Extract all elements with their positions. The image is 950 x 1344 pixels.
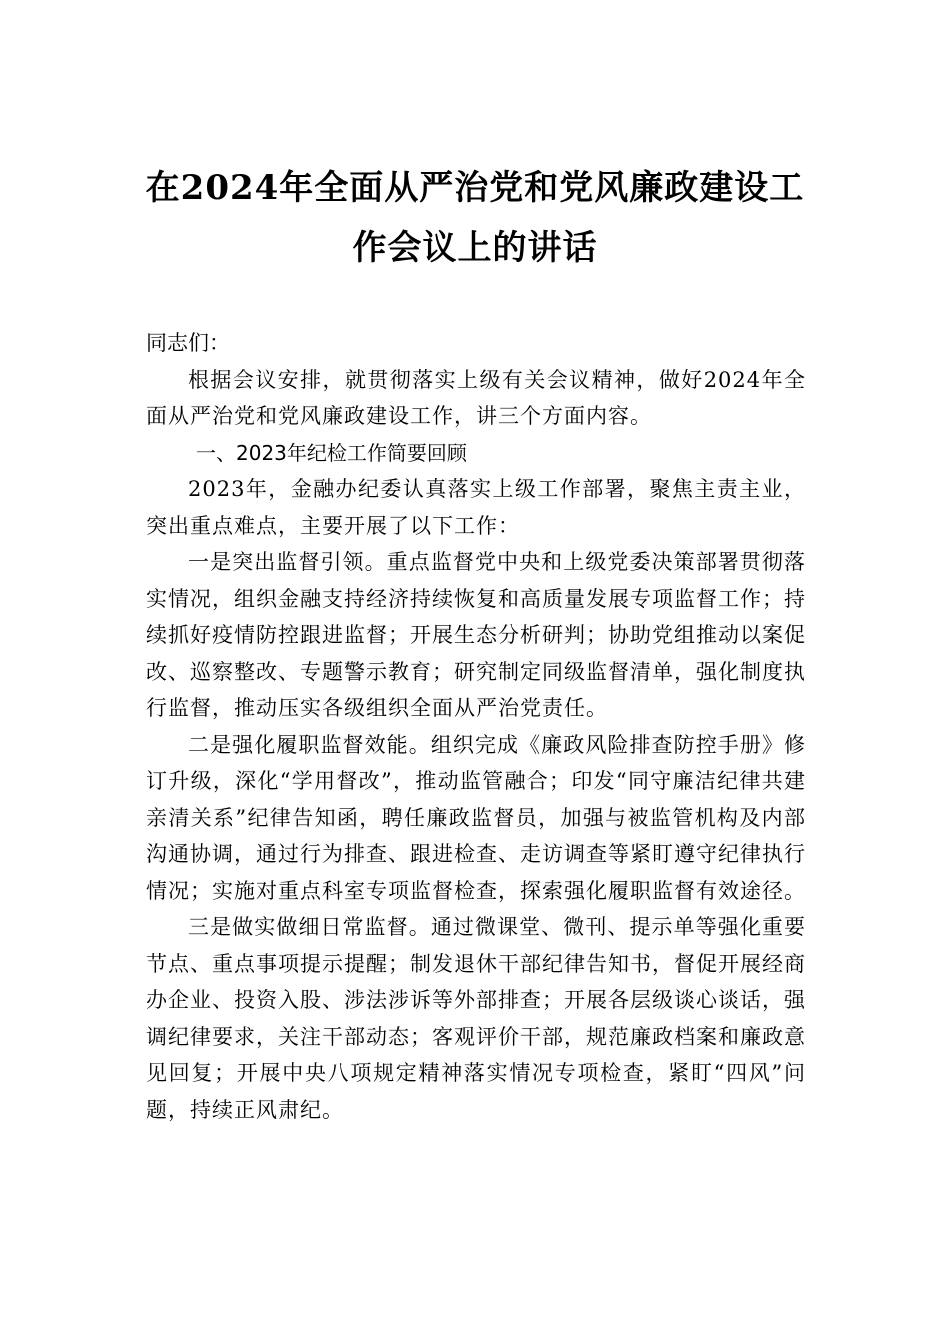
document-body: [146, 325, 806, 1128]
section-1-intro-paragraph: 2023年，金融办纪委认真落实上级工作部署，聚焦主责主业，突出重点难点，主要开展了以下工作：: [146, 477, 806, 538]
intro-paragraph: 根据会议安排，就贯彻落实上级有关会议精神，做好2024年全面从严治党和党风廉政建设工作，讲三个方面内容。: [146, 367, 806, 428]
point-3-paragraph: 三是做实做细日常监督。通过微课堂、微刊、提示单等强化重要节点、重点事项提示提醒；制发退休干部纪律告知书，督促开展经商办企业、投资入股、涉法涉诉等外部排查；开展各层级谈心谈话，强调纪律要求，关注干部动态；客观评价干部，规范廉政档案和廉政意见回复；开展中央八项规定精神落实情况专项检查，紧盯“四风”问题，持续正风肃纪。: [146, 915, 806, 1122]
title-line-2: 作会议上的讲话: [352, 228, 598, 268]
point-2-paragraph: 二是强化履职监督效能。组织完成《廉政风险排查防控手册》修订升级，深化“学用督改”，推动监管融合；印发“同守廉洁纪律共建亲清关系”纪律告知函，聘任廉政监督员，加强与被监管机构及内部沟通协调，通过行为排查、跟进检查、走访调查等紧盯遵守纪律执行情况；实施对重点科室专项监督检查，探索强化履职监督有效途径。: [146, 732, 806, 903]
title-line-1: 在2024年全面从严治党和党风廉政建设工: [145, 168, 805, 208]
point-1-paragraph: 一是突出监督引领。重点监督党中央和上级党委决策部署贯彻落实情况，组织金融支持经济持续恢复和高质量发展专项监督工作；持续抓好疫情防控跟进监督；开展生态分析研判；协助党组推动以案促改、巡察整改、专题警示教育；研究制定同级监督清单，强化制度执行监督，推动压实各级组织全面从严治党责任。: [146, 550, 806, 720]
document-title: [145, 158, 805, 278]
salutation: 同志们：: [146, 331, 230, 355]
section-heading-1: 一、2023年纪检工作简要回顾: [196, 440, 467, 465]
